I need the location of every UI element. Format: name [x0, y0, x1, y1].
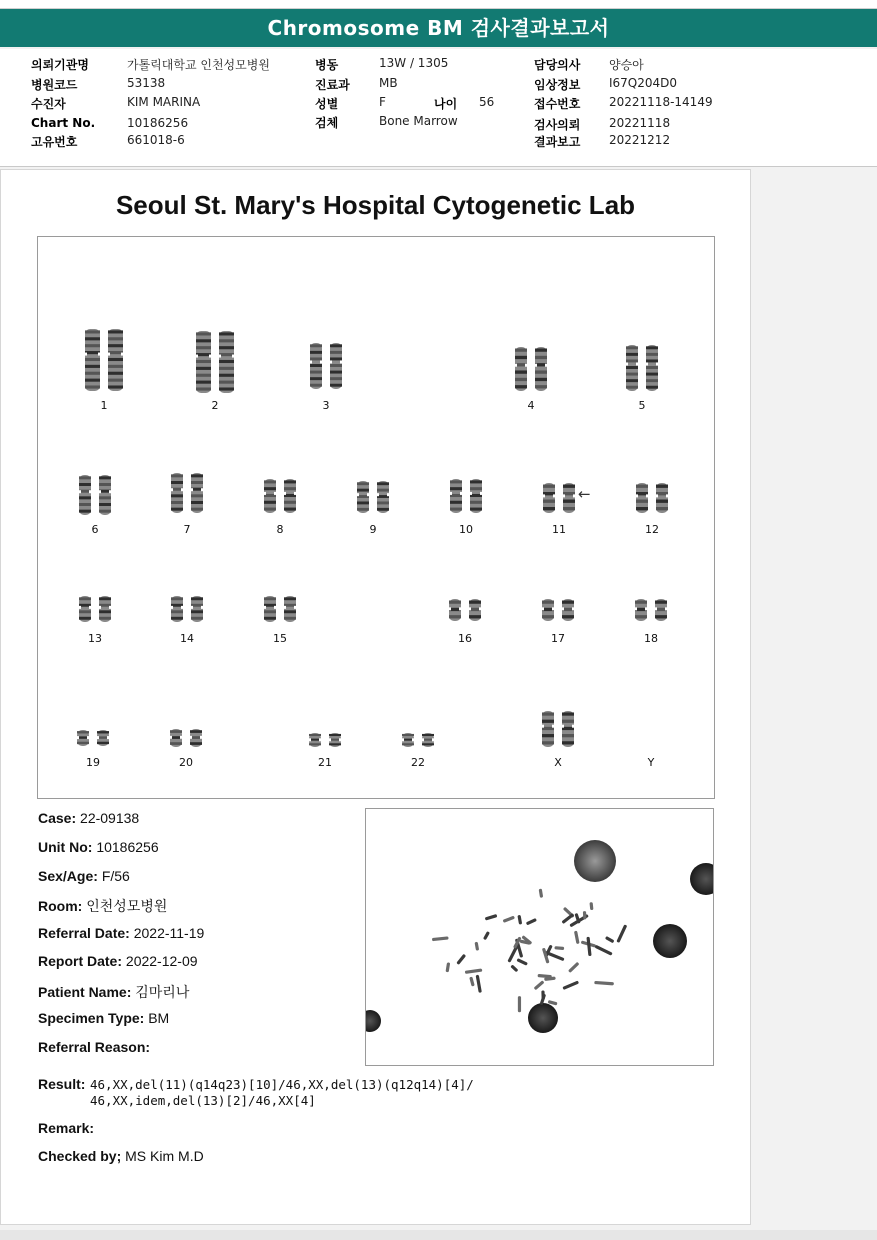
metaphase-chromosome — [465, 968, 483, 974]
age-label: 나이 — [434, 97, 458, 111]
request-date-value: 20221118 — [609, 116, 671, 130]
metaphase-chromosome — [554, 946, 564, 950]
lab-title: Seoul St. Mary's Hospital Cytogenetic Lab — [115, 190, 636, 220]
chromosome-label-11: 11 — [552, 523, 566, 536]
metaphase-chromosome — [483, 931, 490, 940]
metaphase-chromosome — [516, 958, 527, 966]
ward-value: 13W / 1305 — [379, 56, 449, 70]
result-label: Result: — [38, 1076, 86, 1092]
chromosome-label-7: 7 — [183, 523, 191, 536]
result-line-1: 46,XX,del(11)(q14q23)[10]/46,XX,del(13)(q12q14)[4]/ — [90, 1077, 474, 1092]
referral-date-row: Referral Date: 2022-11-19 — [38, 925, 205, 941]
chromosome-pair-22 — [401, 733, 435, 747]
chromosome-label-15: 15 — [273, 632, 287, 645]
patient-value: KIM MARINA — [127, 95, 201, 109]
department-label: 진료과 — [315, 78, 350, 92]
metaphase-chromosome — [475, 942, 480, 951]
chart-no-value: 10186256 — [127, 116, 189, 130]
metaphase-image — [365, 808, 714, 1066]
chromosome-pair-1 — [84, 329, 124, 391]
chromosome-pair-12 — [635, 483, 669, 513]
metaphase-chromosome — [476, 975, 482, 993]
institution-value: 가톨릭대학교 인천성모병원 — [127, 58, 270, 72]
chromosome-pair-16 — [448, 599, 482, 621]
accession-label: 접수번호 — [534, 97, 581, 111]
metaphase-chromosome — [534, 980, 545, 990]
specimen-type-row: Specimen Type: BM — [38, 1010, 170, 1026]
report-date-row: Report Date: 2022-12-09 — [38, 953, 198, 969]
hospital-code-label: 병원코드 — [31, 78, 78, 92]
chromosome-pair-8 — [263, 479, 297, 513]
metaphase-chromosome — [595, 945, 613, 956]
chromosome-pair-17 — [541, 599, 575, 621]
checked-by-label: Checked by; — [38, 1148, 122, 1164]
request-date-label: 검사의뢰 — [534, 118, 581, 132]
chromosome-label-3: 3 — [322, 399, 330, 412]
chromosome-pair-21 — [308, 733, 342, 747]
clinical-info-label: 임상정보 — [534, 78, 581, 92]
chromosome-pair-2 — [195, 331, 235, 393]
chromosome-label-x: X — [554, 756, 562, 769]
metaphase-chromosome — [616, 924, 627, 943]
sex-value: F — [379, 95, 386, 109]
metaphase-chromosome — [518, 996, 521, 1012]
specimen-value: Bone Marrow — [379, 114, 458, 128]
report-title: Chromosome BM 검사결과보고서 — [0, 9, 877, 47]
patient-name-row: Patient Name: 김마리나 — [38, 984, 190, 1000]
remark-label: Remark: — [38, 1120, 95, 1136]
doctor-label: 담당의사 — [534, 58, 581, 72]
metaphase-chromosome — [594, 981, 614, 986]
checked-by-value: MS Kim M.D — [125, 1148, 204, 1164]
chromosome-pair-x — [541, 711, 575, 747]
result-date-label: 결과보고 — [534, 135, 581, 149]
chromosome-pair-9 — [356, 481, 390, 513]
chromosome-label-19: 19 — [86, 756, 100, 769]
chromosome-pair-20 — [169, 729, 203, 747]
chromosome-label-10: 10 — [459, 523, 473, 536]
chromosome-pair-19 — [76, 730, 110, 746]
case-row: Case: 22-09138 — [38, 810, 140, 826]
doctor-value: 양승아 — [609, 58, 644, 72]
chromosome-pair-15 — [263, 596, 297, 622]
chromosome-label-9: 9 — [369, 523, 377, 536]
chromosome-label-22: 22 — [411, 756, 425, 769]
sex-age-row: Sex/Age: F/56 — [38, 868, 130, 884]
metaphase-chromosome — [539, 889, 544, 898]
metaphase-chromosome — [446, 962, 451, 972]
clinical-info-value: I67Q204D0 — [609, 76, 678, 90]
abnormality-arrow-icon: ← — [578, 485, 591, 503]
metaphase-chromosome — [586, 937, 591, 956]
chromosome-pair-14 — [170, 596, 204, 622]
chromosome-label-21: 21 — [318, 756, 332, 769]
chromosome-label-5: 5 — [638, 399, 646, 412]
result-date-value: 20221212 — [609, 133, 671, 147]
chromosome-pair-3 — [309, 343, 343, 389]
chromosome-label-17: 17 — [551, 632, 565, 645]
chromosome-pair-6 — [78, 475, 112, 515]
metaphase-chromosome — [526, 918, 537, 925]
ward-label: 병동 — [315, 58, 339, 72]
room-row: Room: 인천성모병원 — [38, 898, 168, 914]
metaphase-chromosome — [574, 931, 580, 945]
chromosome-label-18: 18 — [644, 632, 658, 645]
chromosome-label-16: 16 — [458, 632, 472, 645]
hospital-code-value: 53138 — [127, 76, 166, 90]
chromosome-label-14: 14 — [180, 632, 194, 645]
unique-no-label: 고유번호 — [31, 135, 78, 149]
age-value: 56 — [479, 95, 495, 109]
patient-label: 수진자 — [31, 97, 66, 111]
karyogram-panel — [37, 236, 715, 799]
accession-value: 20221118-14149 — [609, 95, 713, 109]
metaphase-chromosome — [605, 936, 615, 943]
metaphase-chromosome — [510, 964, 518, 972]
specimen-label: 검체 — [315, 116, 339, 130]
metaphase-chromosome — [485, 914, 498, 921]
chromosome-label-13: 13 — [88, 632, 102, 645]
chromosome-label-12: 12 — [645, 523, 659, 536]
nucleus — [366, 1010, 381, 1032]
checked-by — [38, 1148, 204, 1164]
unit-no-row: Unit No: 10186256 — [38, 839, 159, 855]
nucleus — [690, 863, 713, 895]
chromosome-label-20: 20 — [179, 756, 193, 769]
chart-no-label: Chart No. — [31, 116, 96, 130]
chromosome-pair-11 — [542, 483, 576, 513]
chromosome-pair-10 — [449, 479, 483, 513]
chromosome-pair-5 — [625, 345, 659, 391]
institution-label: 의뢰기관명 — [31, 58, 89, 72]
nucleus — [653, 924, 687, 958]
nucleus — [528, 1003, 558, 1033]
result-karyotype — [90, 1077, 474, 1109]
bottom-strip — [0, 1230, 877, 1240]
chromosome-label-1: 1 — [100, 399, 108, 412]
chromosome-label-6: 6 — [91, 523, 99, 536]
metaphase-chromosome — [469, 977, 475, 987]
patient-header — [0, 49, 877, 167]
nucleus — [574, 840, 616, 882]
metaphase-chromosome — [456, 954, 466, 965]
metaphase-chromosome — [568, 962, 579, 973]
metaphase-chromosome — [583, 911, 587, 919]
metaphase-chromosome — [503, 916, 515, 923]
chromosome-label-8: 8 — [276, 523, 284, 536]
metaphase-chromosome — [562, 980, 579, 989]
referral-reason-row: Referral Reason: — [38, 1039, 151, 1055]
chromosome-label-y: Y — [647, 756, 655, 769]
metaphase-chromosome — [517, 915, 522, 925]
metaphase-chromosome — [561, 913, 574, 924]
sex-label: 성별 — [315, 97, 339, 111]
top-strip — [0, 0, 877, 9]
metaphase-chromosome — [538, 974, 552, 978]
chromosome-pair-18 — [634, 599, 668, 621]
chromosome-label-4: 4 — [527, 399, 535, 412]
result-line-2: 46,XX,idem,del(13)[2]/46,XX[4] — [90, 1093, 316, 1108]
report-sheet — [0, 169, 751, 1225]
unique-no-value: 661018-6 — [127, 133, 185, 147]
chromosome-pair-4 — [514, 347, 548, 391]
chromosome-pair-7 — [170, 473, 204, 513]
department-value: MB — [379, 76, 398, 90]
chromosome-pair-13 — [78, 596, 112, 622]
metaphase-chromosome — [432, 936, 449, 941]
chromosome-label-2: 2 — [211, 399, 219, 412]
metaphase-chromosome — [589, 902, 593, 910]
